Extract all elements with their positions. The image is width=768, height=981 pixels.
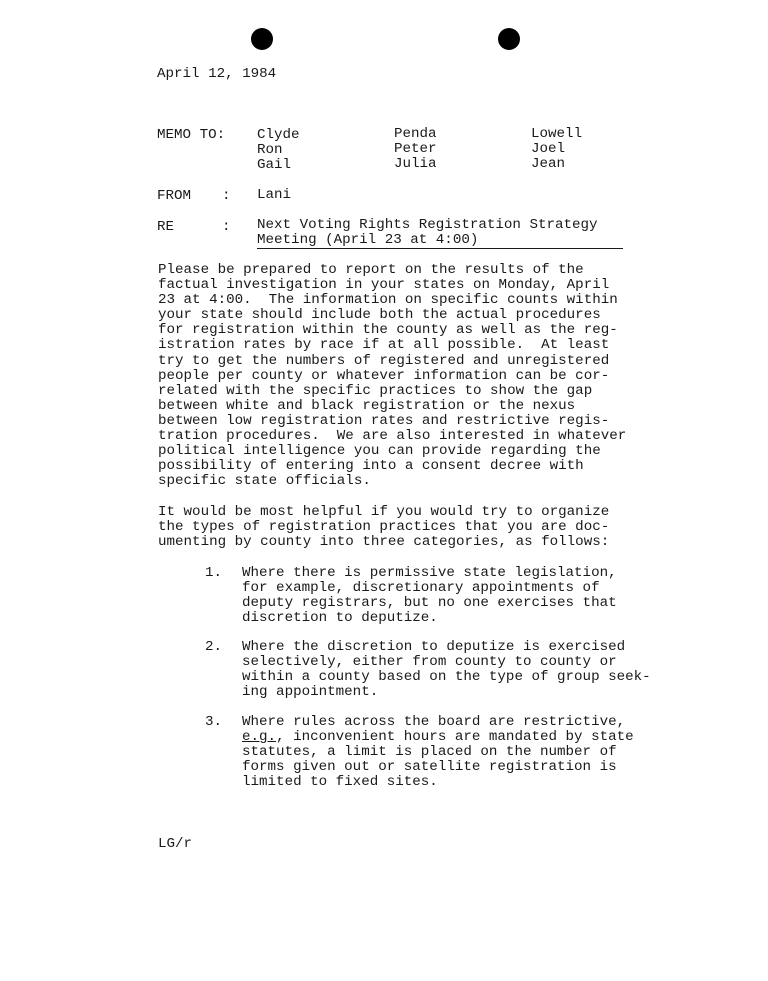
list-item-text	[242, 566, 617, 626]
punch-hole-right	[498, 28, 520, 50]
text-line: factual investigation in your states on Monday, April	[158, 277, 610, 294]
text-line: 23 at 4:00. The information on specific counts within	[158, 292, 618, 309]
recipients-column-1	[257, 128, 300, 173]
text-line	[242, 730, 634, 745]
body-paragraph-2	[158, 505, 609, 550]
text-line: discretion to deputize.	[242, 610, 438, 627]
text-line: try to get the numbers of registered and unregistered	[158, 352, 610, 369]
re-separator: :	[222, 219, 231, 235]
text-line: for registration within the county as well as the reg-	[158, 322, 618, 339]
text-line: statutes, a limit is placed on the number of	[242, 744, 617, 761]
text-line: Where rules across the board are restrictive,	[242, 714, 626, 730]
list-number: 2.	[205, 639, 223, 655]
text-line: possibility of entering into a consent decree with	[158, 458, 584, 475]
text-line: Where the discretion to deputize is exercised	[242, 639, 626, 655]
text-line: forms given out or satellite registration is	[242, 759, 617, 776]
list-item-text	[242, 715, 634, 790]
list-item-text	[242, 640, 651, 700]
recipient: Peter	[394, 141, 437, 158]
text-line: deputy registrars, but no one exercises that	[242, 595, 617, 612]
text-line: istration rates by race if at all possible. At least	[158, 337, 610, 354]
text-line: selectively, either from county to county or	[242, 654, 617, 671]
list-number: 1.	[205, 565, 223, 581]
re-subject-line2: Meeting (April 23 at 4:00)	[257, 233, 623, 249]
text-line: the types of registration practices that you are doc-	[158, 519, 610, 536]
recipient: Lowell	[531, 126, 583, 142]
text-line: between white and black registration or the nexus	[158, 397, 576, 414]
recipients-column-2	[394, 127, 437, 172]
re-label: RE	[157, 219, 175, 235]
text-line: between low registration rates and restrictive regis-	[158, 412, 610, 429]
recipient: Clyde	[257, 127, 300, 143]
typist-initials: LG/r	[158, 836, 193, 852]
recipient: Julia	[394, 156, 437, 173]
recipient: Penda	[394, 126, 437, 142]
text-line: Please be prepared to report on the results of the	[158, 262, 584, 278]
recipients-column-3	[531, 127, 582, 172]
recipient: Jean	[531, 156, 566, 173]
text-line: for example, discretionary appointments of	[242, 580, 600, 597]
text-line: umenting by county into three categories, as follows:	[158, 534, 610, 551]
from-value: Lani	[257, 187, 292, 203]
from-separator: :	[222, 188, 231, 204]
text-line: political intelligence you can provide regarding the	[158, 443, 601, 460]
recipient: Joel	[531, 141, 566, 158]
text-line: ing appointment.	[242, 684, 379, 701]
from-label: FROM	[157, 188, 192, 204]
list-number: 3.	[205, 714, 223, 730]
memo-date: April 12, 1984	[157, 66, 277, 82]
text-line: specific state officials.	[158, 473, 371, 490]
recipient: Gail	[257, 157, 292, 174]
re-subject-line1: Next Voting Rights Registration Strategy	[257, 217, 598, 233]
text-line: limited to fixed sites.	[242, 774, 438, 791]
text-line: related with the specific practices to show the gap	[158, 382, 593, 399]
text-line: Where there is permissive state legislation,	[242, 565, 617, 581]
memo-to-label: MEMO TO:	[157, 127, 226, 143]
body-paragraph-1	[158, 263, 626, 489]
text-line: within a county based on the type of group seek-	[242, 669, 651, 686]
recipient: Ron	[257, 142, 283, 159]
text-fragment: , inconvenient hours are mandated by state	[276, 729, 634, 746]
text-line: people per county or whatever information can be cor-	[158, 367, 610, 384]
underlined-abbreviation: e.g.	[242, 729, 277, 746]
punch-hole-left	[251, 28, 273, 50]
text-line: It would be most helpful if you would try to organize	[158, 504, 610, 520]
text-line: your state should include both the actual procedures	[158, 307, 601, 324]
text-line: tration procedures. We are also interested in whatever	[158, 428, 627, 445]
